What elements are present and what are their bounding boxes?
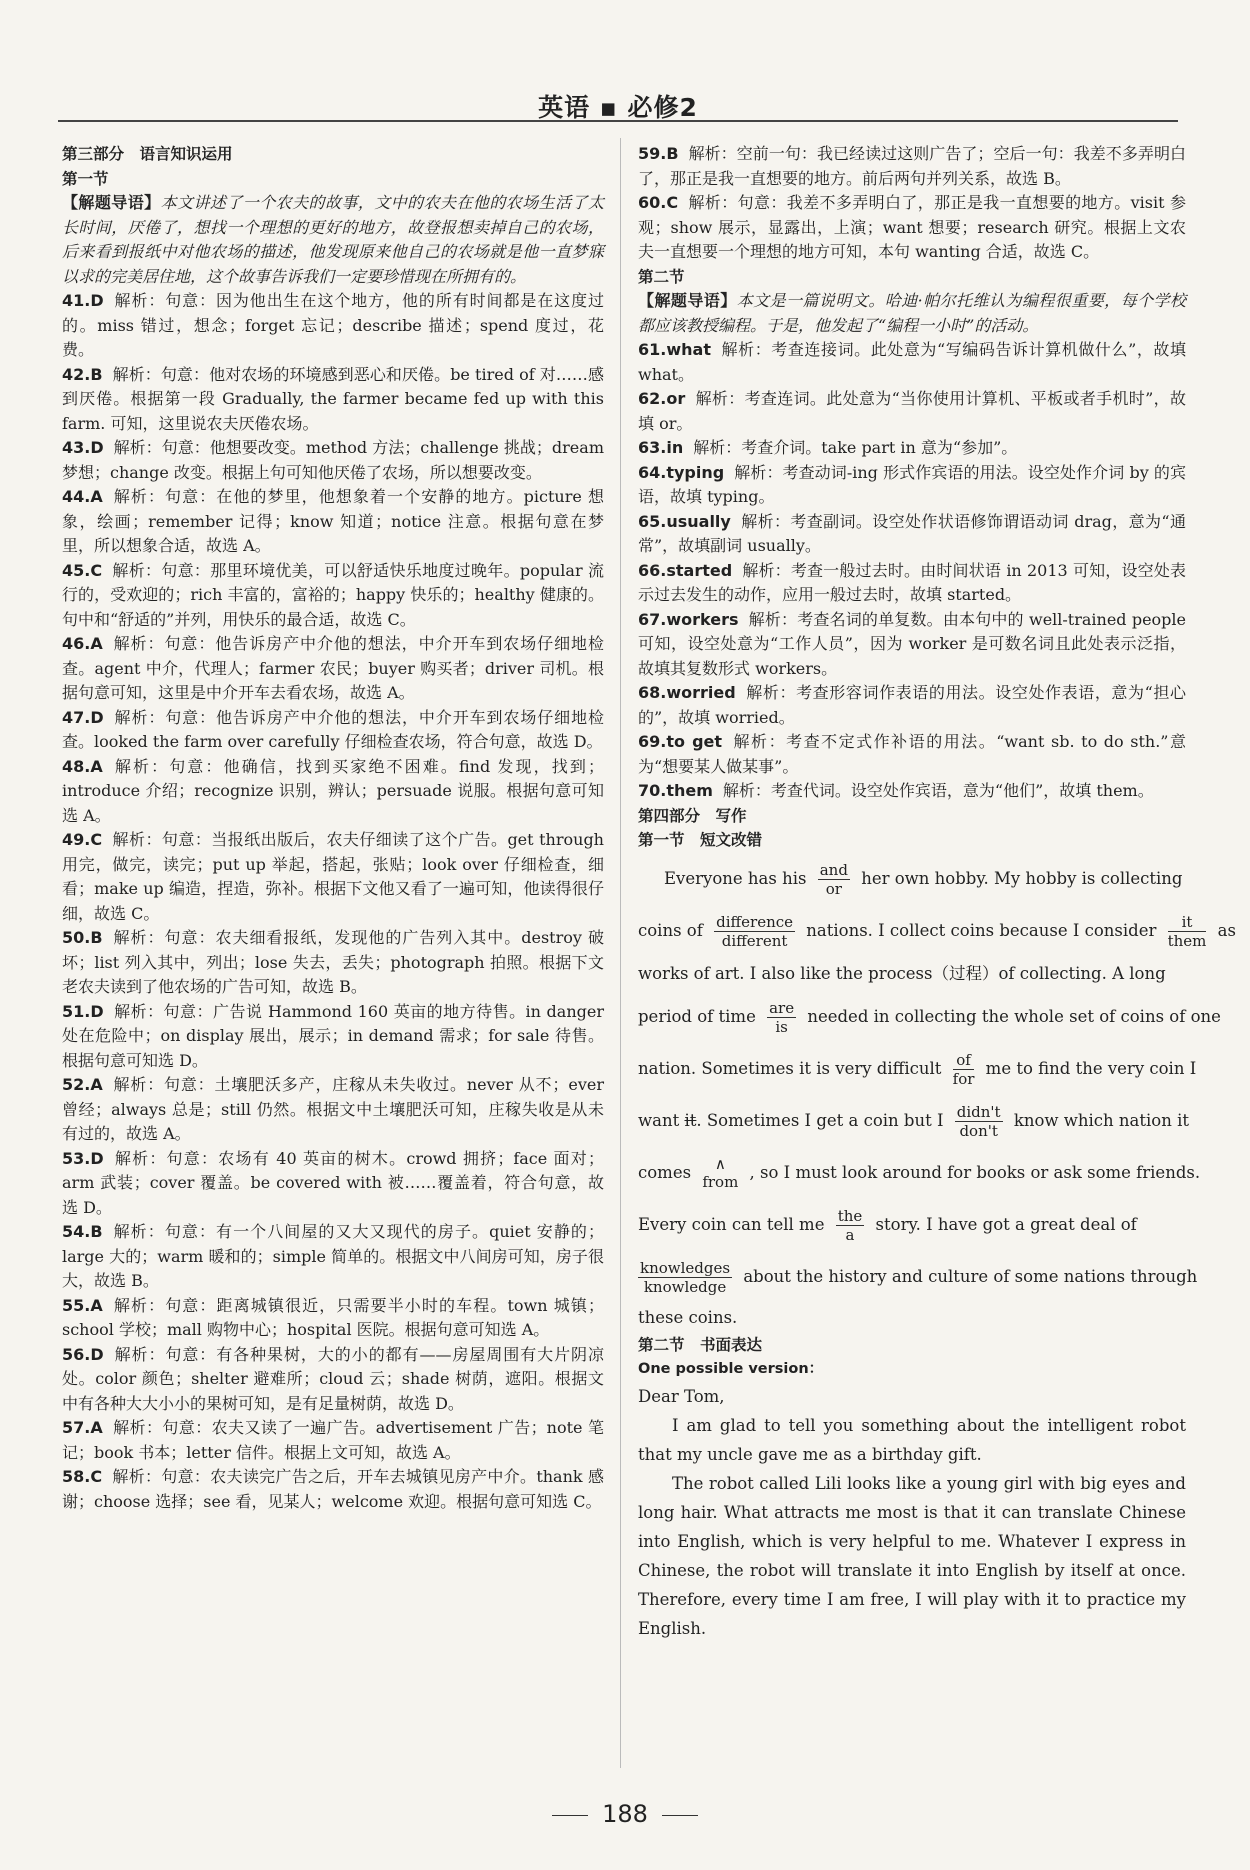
item-number: 49. — [62, 830, 91, 849]
correction-fix: or — [825, 879, 842, 898]
item-answer: typing — [666, 462, 725, 482]
right-column — [638, 142, 1236, 1760]
item-explanation: 解析：句意：在他的梦里，他想象着一个安静的地方。picture 想象，绘画；remember 记得；know 知道；notice 注意。根据句意在梦里，所以想象合适，故选 A。 — [62, 487, 604, 555]
item-explanation: 解析：句意：当报纸出版后，农夫仔细读了这个广告。get through 用完，做完，读完；put up 举起，搭起，张贴；look over 仔细检查，细看；make up 编造，捏造，弥补。根据下文他又看了一遍可知，他读得很仔细，故选 C。 — [62, 830, 604, 923]
item-number: 47. — [62, 707, 91, 727]
item-answer: or — [666, 389, 686, 408]
item-explanation: 解析：句意：那里环境优美，可以舒适快乐地度过晚年。popular 流行的，受欢迎的；rich 丰富的，富裕的；happy 快乐的；healthy 健康的。句中和“舒适的”并列，用快乐的最合适，故选 C。 — [62, 560, 604, 629]
part4-title: 第四部分 写作 — [638, 806, 747, 825]
correction-original: are — [769, 998, 795, 1017]
correction-mark — [714, 913, 795, 950]
guide-paragraph-2 — [638, 289, 1186, 338]
item-number: 56. — [62, 1344, 91, 1364]
correction-fix: from — [702, 1173, 739, 1191]
essay-text: works of art. I also like the process（过程）of collecting. A long — [638, 963, 1166, 983]
part4-section2-title: 第二节 书面表达 — [638, 1335, 763, 1354]
item-answer: A — [90, 634, 103, 653]
item-number: 53. — [62, 1148, 91, 1168]
essay-line — [638, 905, 1236, 957]
item-answer: D — [90, 438, 104, 457]
essay-text: nation. Sometimes it is very difficult — [638, 1058, 942, 1078]
essay-text: story. I have got a great deal of — [875, 1214, 1137, 1234]
part4-section1-title: 第一节 短文改错 — [638, 831, 763, 849]
item-explanation: 解析：句意：有一个八间屋的又大又现代的房子。quiet 安静的；large 大的；warm 暖和的；simple 简单的。根据文中八间房可知，房子很大，故选 B。 — [62, 1222, 604, 1290]
answer-item — [638, 338, 1186, 387]
guide-paragraph — [62, 191, 604, 289]
guide-label: 【解题导语】 — [62, 193, 161, 212]
item-answer: what — [666, 340, 711, 359]
item-answer: B — [90, 1222, 103, 1241]
item-explanation: 解析：空前一句：我已经读过这则广告了；空后一句：我差不多弄明白了，那正是我一直想要的地方。前后两句并列关系，故选 B。 — [638, 144, 1186, 188]
section-title: 第一节 — [62, 169, 109, 188]
correction-fix: them — [1167, 931, 1207, 950]
essay-line — [638, 1199, 1186, 1251]
insertion-mark — [702, 1155, 738, 1191]
answer-item — [62, 632, 604, 706]
essay-line — [664, 853, 1186, 905]
item-explanation: 解析：句意：有各种果树，大的小的都有——房屋周围有大片阴凉处。color 颜色；shelter 避难所；cloud 云；shade 树荫，遮阳。根据文中有各种大大小小的果树可知，是有足量树荫，故选 D。 — [62, 1344, 604, 1413]
item-answer: D — [90, 707, 104, 727]
column-divider — [620, 138, 621, 1768]
item-number: 55. — [62, 1295, 91, 1315]
item-answer: workers — [666, 609, 739, 629]
correction-original: it — [1168, 913, 1207, 932]
item-number: 69. — [638, 732, 667, 751]
answer-item — [62, 1343, 604, 1417]
answer-item — [62, 363, 604, 437]
essay-text: me to find the very coin I — [985, 1058, 1197, 1078]
item-answer: A — [90, 1418, 103, 1437]
answer-item — [638, 191, 1186, 265]
answer-item — [638, 681, 1186, 730]
answer-item — [638, 461, 1186, 510]
guide-text: 本文讲述了一个农夫的故事，文中的农夫在他的农场生活了太长时间，厌倦了，想找一个理想的更好的地方，故登报想卖掉自己的农场，后来看到报纸中对他农场的描述，他发现原来他自己的农场就是他一直梦寐以求的完美居住地，这个故事告诉我们一定要珍惜现在所拥有的。 — [62, 193, 604, 286]
item-answer: A — [90, 487, 103, 506]
essay-line — [638, 1147, 1201, 1199]
correction-mark — [638, 1259, 732, 1296]
sample-letter — [638, 1382, 1186, 1643]
item-number: 70. — [638, 781, 667, 800]
answer-item — [62, 828, 604, 926]
page-number-text: 188 — [602, 1800, 648, 1828]
item-explanation: 解析：句意：他确信，找到买家绝不困难。find 发现，找到；introduce 介绍；recognize 识别，辨认；persuade 说服。根据句意可知选 A。 — [62, 756, 604, 825]
answer-list — [62, 289, 604, 1514]
item-number: 62. — [638, 389, 667, 408]
item-explanation: 解析：句意：农场有 40 英亩的树木。crowd 拥挤；face 面对；arm 武装；cover 覆盖。be covered with 被……覆盖着，符合句意，故选 D。 — [62, 1148, 604, 1217]
item-explanation: 解析：句意：广告说 Hammond 160 英亩的地方待售。in danger 处在危险中；on display 展出，展示；in demand 需求；for sale 待售。根据句意可知选 D。 — [62, 1001, 604, 1070]
answer-item — [62, 1294, 604, 1343]
essay-text: these coins. — [638, 1307, 738, 1327]
correction-original: difference — [716, 912, 794, 931]
left-column — [62, 142, 604, 1760]
answer-item — [62, 559, 604, 633]
essay-line — [638, 1095, 1189, 1147]
answer-list-top — [638, 142, 1186, 265]
page-header — [58, 82, 1178, 122]
guide-text-2: 本文是一篇说明文。哈迪·帕尔托维认为编程很重要，每个学校都应该教授编程。于是，他发起了“编程一小时”的活动。 — [638, 291, 1186, 335]
correction-mark — [953, 1051, 975, 1088]
page-number-dash — [662, 1815, 698, 1816]
item-explanation: 解析：句意：他告诉房产中介他的想法，中介开车到农场仔细地检查。looked the farm over carefully 仔细检查农场，符合句意，故选 D。 — [62, 707, 604, 751]
answer-item — [638, 730, 1186, 779]
answer-item — [62, 1220, 604, 1294]
item-explanation: 解析：句意：他想要改变。method 方法；challenge 挑战；dream 梦想；change 改变。根据上句可知他厌倦了农场，所以想要改变。 — [62, 438, 604, 482]
item-answer: A — [90, 1075, 103, 1094]
item-explanation: 解析：考查不定式作补语的用法。“want sb. to do sth.”意为“想要某人做某事”。 — [638, 732, 1186, 776]
item-answer: D — [90, 291, 104, 310]
version-label: One possible version： — [638, 1361, 824, 1377]
item-number: 41. — [62, 291, 91, 310]
answer-item — [62, 1465, 604, 1514]
correction-fix: don't — [959, 1121, 998, 1140]
item-answer: A — [90, 1295, 103, 1315]
answer-item — [638, 436, 1186, 461]
answer-item — [638, 387, 1186, 436]
item-number: 64. — [638, 462, 667, 482]
item-explanation: 解析：考查代词。设空处作宾语，意为“他们”，故填 them。 — [722, 781, 1154, 800]
answer-item — [62, 436, 604, 485]
item-answer: started — [666, 560, 733, 580]
item-explanation: 解析：考查动词-ing 形式作宾语的用法。设空处作介词 by 的宾语，故填 typing。 — [638, 462, 1186, 506]
guide-label-2: 【解题导语】 — [638, 291, 737, 310]
fill-answer-list — [638, 338, 1186, 804]
item-explanation: 解析：句意：农夫读完广告之后，开车去城镇见房产中介。thank 感谢；choose 选择；see 看，见某人；welcome 欢迎。根据句意可知选 C。 — [62, 1467, 604, 1511]
item-answer: them — [666, 781, 713, 800]
correction-fix: for — [952, 1069, 975, 1088]
item-explanation: 解析：考查连接词。此处意为“写编码告诉计算机做什么”，故填 what。 — [638, 340, 1186, 384]
answer-item — [62, 1147, 604, 1221]
item-explanation: 解析：考查形容词作表语的用法。设空处作表语，意为“担心的”，故填 worried。 — [638, 683, 1186, 727]
correction-original: and — [819, 860, 848, 879]
error-correction-passage — [638, 853, 1236, 1333]
item-number: 61. — [638, 340, 667, 359]
item-answer: usually — [666, 511, 731, 531]
essay-text: comes — [638, 1162, 692, 1182]
essay-text: needed in collecting the whole set of coins of one — [807, 1006, 1221, 1026]
item-explanation: 解析：句意：距离城镇很近，只需要半小时的车程。town 城镇；school 学校；mall 购物中心；hospital 医院。根据句意可知选 A。 — [62, 1295, 604, 1339]
item-answer: B — [90, 928, 103, 947]
item-explanation: 解析：考查介词。take part in 意为“参加”。 — [693, 438, 1018, 457]
item-answer: D — [90, 1344, 104, 1364]
item-explanation: 解析：考查连词。此处意为“当你使用计算机、平板或者手机时”，故填 or。 — [638, 389, 1186, 433]
correction-fix: a — [845, 1225, 855, 1244]
essay-text: as — [1217, 920, 1236, 940]
essay-text: nations. I collect coins because I consider — [806, 920, 1157, 940]
essay-text: coins of — [638, 920, 703, 940]
item-explanation: 解析：句意：农夫细看报纸，发现他的广告列入其中。destroy 破坏；list 列入其中，列出；lose 失去，丢失；photograph 拍照。根据下文老农夫读到了他农场的广告可知，故选 B。 — [62, 928, 604, 996]
correction-mark — [955, 1103, 1003, 1140]
item-number: 59. — [638, 144, 667, 163]
essay-line — [638, 991, 1221, 1043]
item-explanation: 解析：考查副词。设空处作状语修饰谓语动词 drag，意为“通常”，故填副词 usually。 — [638, 511, 1186, 555]
answer-item — [62, 755, 604, 829]
page-number — [0, 1800, 1250, 1828]
item-number: 67. — [638, 609, 667, 629]
letter-greeting: Dear Tom, — [638, 1386, 725, 1406]
item-explanation: 解析：考查一般过去时。由时间状语 in 2013 可知，设空处表示过去发生的动作，应用一般过去时，故填 started。 — [638, 560, 1186, 604]
item-answer: D — [90, 1148, 104, 1168]
correction-mark — [818, 861, 850, 898]
essay-line — [638, 1303, 1186, 1333]
item-explanation: 解析：句意：我差不多弄明白了，那正是我一直想要的地方。visit 参观；show 展示，显露出，上演；want 想要；research 研究。根据上文农夫一直想要一个理想的地方可知，本句 wanting 合适，故选 C。 — [638, 193, 1186, 261]
item-explanation: 解析：句意：土壤肥沃多产，庄稼从未失收过。never 从不；ever 曾经；always 总是；still 仍然。根据文中土壤肥沃可知，庄稼失收是从未有过的，故选 A。 — [62, 1075, 604, 1143]
answer-item — [638, 608, 1186, 682]
item-number: 52. — [62, 1075, 91, 1094]
essay-line — [638, 957, 1186, 991]
answer-item — [638, 779, 1186, 804]
item-answer: B — [90, 364, 103, 384]
item-explanation: 解析：考查名词的单复数。由本句中的 well-trained people 可知，设空处意为“工作人员”，因为 worker 是可数名词且此处表示泛指，故填其复数形式 workers。 — [638, 609, 1186, 678]
answer-item — [62, 289, 604, 363]
item-answer: B — [666, 144, 679, 163]
answer-item — [638, 559, 1186, 608]
item-answer: C — [90, 1467, 103, 1486]
item-answer: A — [90, 756, 103, 776]
correction-original: didn't — [956, 1102, 1001, 1121]
item-number: 45. — [62, 560, 91, 580]
item-number: 57. — [62, 1418, 91, 1437]
essay-text: Everyone has his — [664, 868, 807, 888]
answer-item — [62, 1073, 604, 1147]
caret-icon: ∧ — [714, 1155, 726, 1173]
header-rule — [58, 120, 1178, 122]
answer-item — [62, 706, 604, 755]
essay-line — [638, 1043, 1197, 1095]
item-number: 50. — [62, 928, 91, 947]
essay-line — [638, 1251, 1198, 1303]
item-number: 63. — [638, 438, 667, 457]
correction-fix: is — [775, 1017, 788, 1036]
deleted-word: it — [684, 1110, 697, 1130]
correction-fix: knowledge — [643, 1277, 727, 1296]
item-explanation: 解析：句意：因为他出生在这个地方，他的所有时间都是在这度过的。miss 错过，想念；forget 忘记；describe 描述；spend 度过，花费。 — [62, 291, 604, 359]
essay-text: Every coin can tell me — [638, 1214, 825, 1234]
answer-item — [62, 1000, 604, 1074]
essay-text: . Sometimes I get a coin but I — [696, 1110, 944, 1130]
section2-title: 第二节 — [638, 267, 685, 286]
page-number-dash — [552, 1815, 588, 1816]
item-number: 44. — [62, 487, 91, 506]
item-number: 65. — [638, 511, 667, 531]
correction-original: the — [837, 1206, 863, 1225]
essay-text: about the history and culture of some nations through — [743, 1266, 1198, 1286]
essay-text: period of time — [638, 1006, 756, 1026]
letter-paragraph: The robot called Lili looks like a young girl with big eyes and long hair. What attracts me most is that it can translate Chinese into English, which is very helpful to me. Whatever I express in Chinese, the robot will translate it into English by itself at once. Therefore, every time I am free, I will play with it to practice my English. — [638, 1473, 1186, 1638]
header-title: 英语 ▪ 必修2 — [538, 93, 698, 122]
item-number: 68. — [638, 683, 667, 702]
essay-text: want — [638, 1110, 680, 1130]
item-number: 66. — [638, 560, 667, 580]
essay-text: know which nation it — [1013, 1110, 1189, 1130]
item-explanation: 解析：句意：他告诉房产中介他的想法，中介开车到农场仔细地检查。agent 中介，代理人；farmer 农民；buyer 购买者；driver 司机。根据句意可知，这里是中介开车去看农场，故选 A。 — [62, 634, 604, 702]
letter-paragraph: I am glad to tell you something about the intelligent robot that my uncle gave me as a birthday gift. — [638, 1415, 1186, 1464]
answer-item — [62, 1416, 604, 1465]
item-number: 58. — [62, 1467, 91, 1486]
item-number: 48. — [62, 756, 91, 776]
item-explanation: 解析：句意：农夫又读了一遍广告。advertisement 广告；note 笔记；book 书本；letter 信件。根据上文可知，故选 A。 — [62, 1418, 604, 1462]
item-number: 46. — [62, 634, 91, 653]
essay-text: , so I must look around for books or ask some friends. — [749, 1162, 1201, 1182]
item-answer: C — [666, 193, 679, 212]
correction-mark — [836, 1207, 865, 1244]
item-answer: in — [666, 438, 684, 457]
correction-original: knowledges — [640, 1258, 731, 1277]
item-number: 42. — [62, 364, 91, 384]
item-number: 60. — [638, 193, 667, 212]
item-explanation: 解析：句意：他对农场的环境感到恶心和厌倦。be tired of 对……感到厌倦。根据第一段 Gradually, the farmer became fed up with this farm. 可知，这里说农夫厌倦农场。 — [62, 364, 604, 433]
item-number: 54. — [62, 1222, 91, 1241]
item-answer: D — [90, 1001, 104, 1021]
correction-mark — [767, 999, 796, 1036]
item-number: 43. — [62, 438, 91, 457]
item-answer: C — [90, 830, 103, 849]
answer-item — [638, 510, 1186, 559]
correction-original: of — [953, 1051, 975, 1070]
item-answer: to get — [666, 732, 723, 751]
correction-fix: different — [721, 931, 788, 950]
essay-text: her own hobby. My hobby is collecting — [861, 868, 1183, 888]
item-number: 51. — [62, 1001, 91, 1021]
answer-item — [62, 485, 604, 559]
item-answer: C — [90, 560, 103, 580]
answer-item — [638, 142, 1186, 191]
answer-item — [62, 926, 604, 1000]
correction-mark — [1168, 913, 1207, 950]
item-answer: worried — [666, 683, 736, 702]
part-title: 第三部分 语言知识运用 — [62, 145, 233, 163]
